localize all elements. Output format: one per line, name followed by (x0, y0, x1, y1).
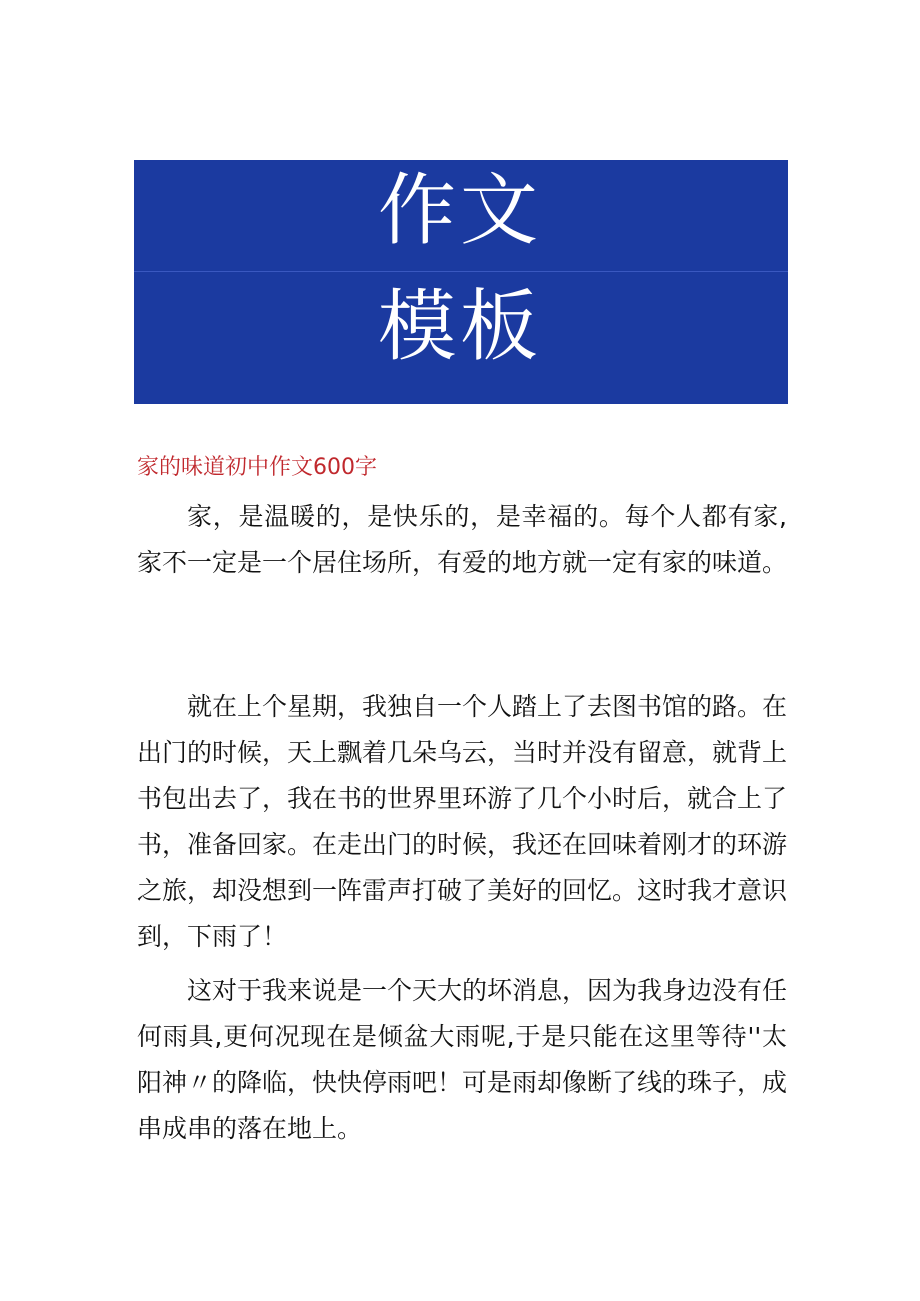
essay-paragraph-1: 家，是温暖的，是快乐的，是幸福的。每个人都有家,家不一定是一个居住场所，有爱的地方就一定有家的味道。 (137, 502, 788, 577)
essay-paragraph-3: 这对于我来说是一个天大的坏消息，因为我身边没有任何雨具,更何况现在是倾盆大雨呢,于是只能在这里等待''太阳神〃的降临，快快停雨吧！可是雨却像断了线的珠子，成串成串的落在地上。 (137, 976, 788, 1143)
essay-title: 家的味道初中作文600字 (137, 455, 377, 480)
essay-paragraph-2: 就在上个星期，我独自一个人踏上了去图书馆的路。在出门的时候，天上飘着几朵乌云，当时并没有留意，就背上书包出去了，我在书的世界里环游了几个小时后，就合上了书，准备回家。在走出门的时候，我还在回味着刚才的环游之旅，却没想到一阵雷声打破了美好的回忆。这时我才意识到，下雨了！ (137, 692, 788, 951)
banner-title-line2: 模板 (377, 282, 542, 372)
banner-title-line1: 作文 (377, 166, 542, 256)
banner-divider (134, 271, 788, 272)
